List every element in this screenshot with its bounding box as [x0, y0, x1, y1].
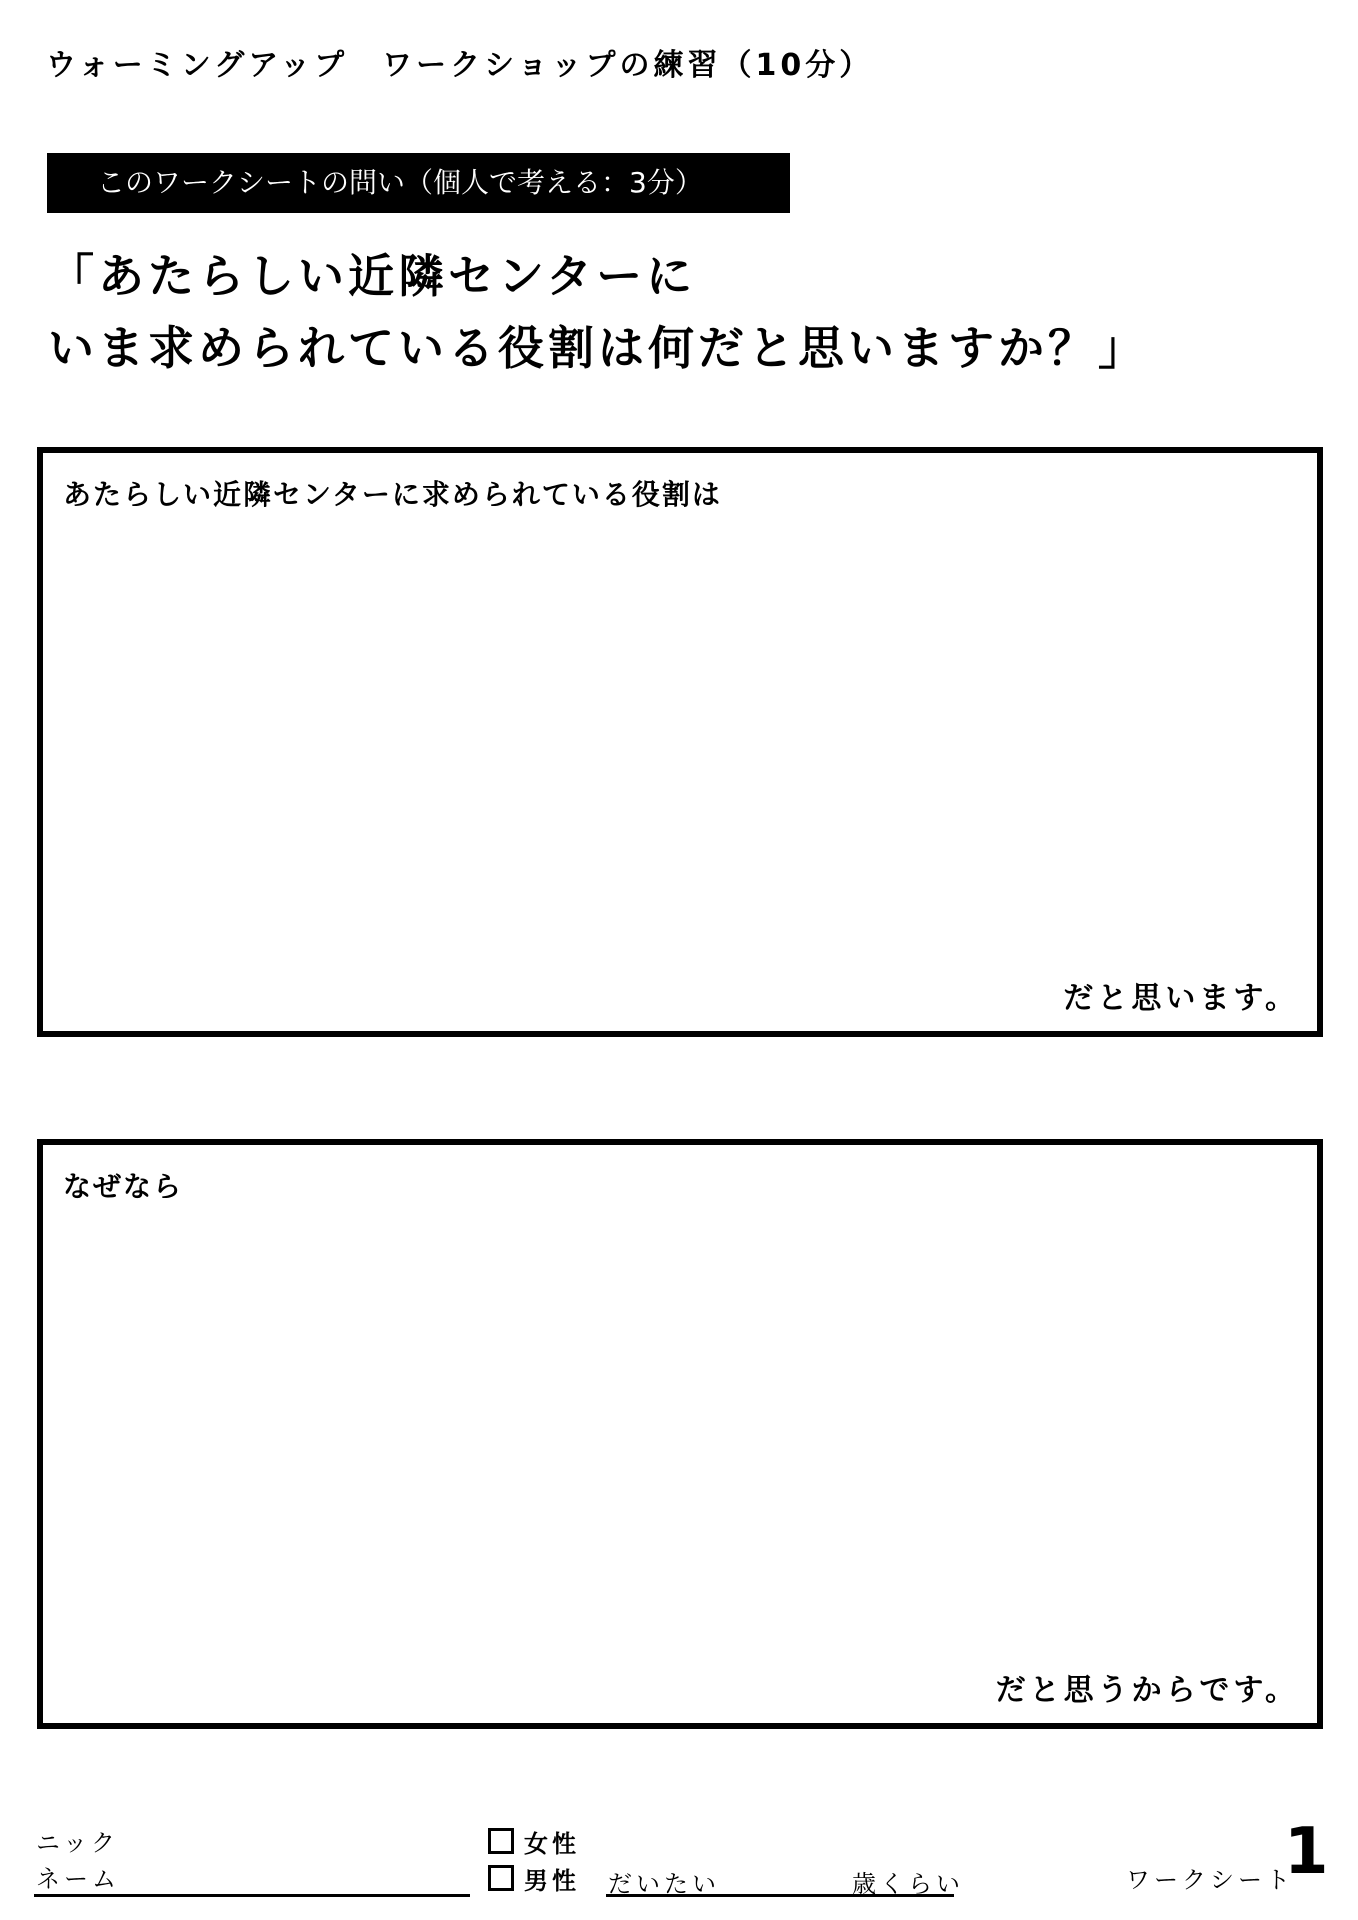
role-answer-suffix: だと思います。	[1063, 981, 1299, 1016]
nickname-input-line[interactable]	[34, 1894, 470, 1897]
female-checkbox[interactable]	[488, 1828, 514, 1854]
nickname-label-line-2: ネーム	[36, 1865, 120, 1893]
main-question-line-2: いま求められている役割は何だと思いますか？」	[48, 321, 1148, 375]
worksheet-label: ワークシート	[1126, 1866, 1294, 1894]
age-input-line[interactable]	[606, 1894, 954, 1897]
page-header-title: ウォーミングアップ ワークショップの練習（10分）	[46, 48, 874, 83]
male-label: 男性	[524, 1867, 580, 1895]
reason-answer-label: なぜなら	[63, 1170, 184, 1203]
male-checkbox[interactable]	[488, 1865, 514, 1891]
age-prefix-label: だいたい	[608, 1870, 720, 1898]
nickname-label-line-1: ニック	[36, 1829, 120, 1857]
reason-answer-box	[37, 1139, 1323, 1729]
reason-answer-suffix: だと思うからです。	[995, 1673, 1299, 1708]
main-question	[48, 240, 1148, 384]
age-suffix-label: 歳くらい	[852, 1870, 964, 1898]
female-label: 女性	[524, 1830, 580, 1858]
question-label-bar: このワークシートの問い（個人で考える：3分）	[47, 153, 790, 213]
reason-answer-input[interactable]	[63, 1215, 1297, 1653]
role-answer-input[interactable]	[63, 523, 1297, 961]
role-answer-label: あたらしい近隣センターに求められている役割は	[63, 478, 722, 511]
role-answer-box	[37, 447, 1323, 1037]
worksheet-number: 1	[1284, 1815, 1329, 1889]
main-question-line-1: 「あたらしい近隣センターに	[48, 249, 697, 303]
